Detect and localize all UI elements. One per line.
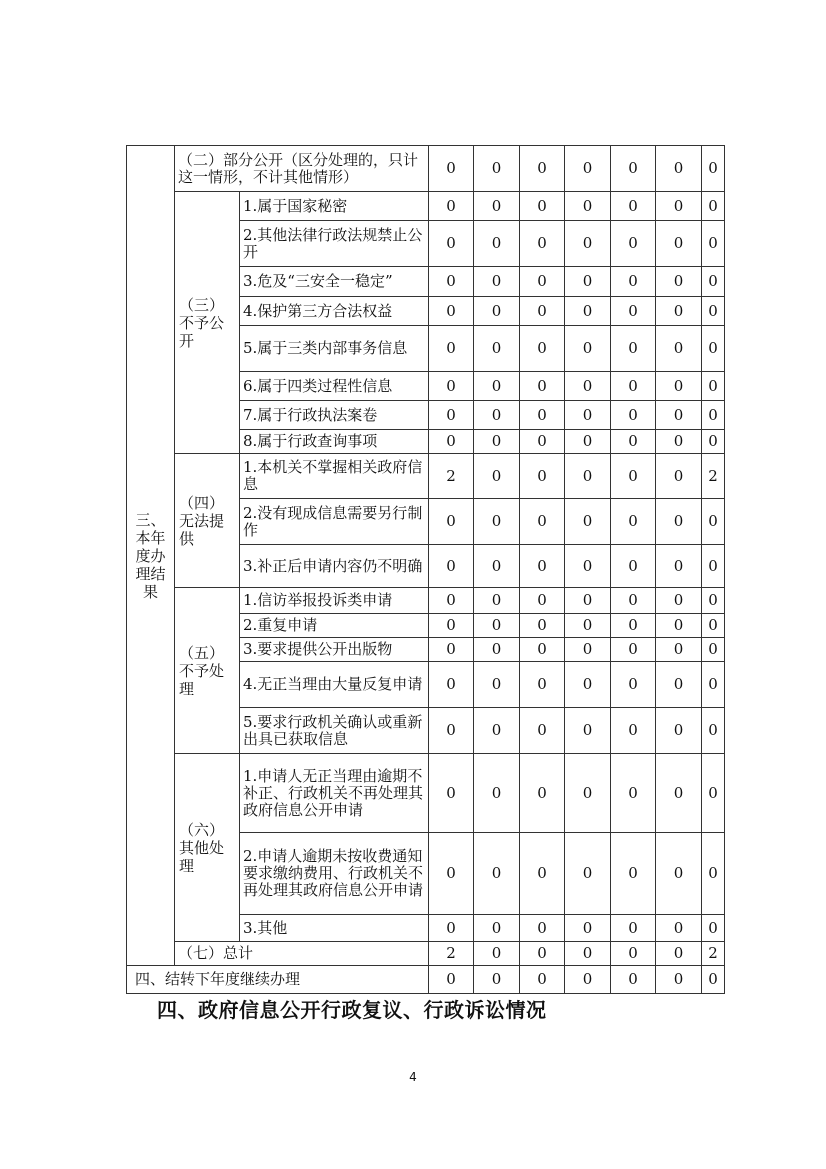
- count-cell: 0: [429, 545, 474, 588]
- count-cell: 0: [565, 708, 611, 754]
- count-cell: 0: [474, 297, 520, 326]
- count-cell: 0: [611, 833, 656, 915]
- count-cell: 0: [565, 372, 611, 401]
- count-cell: 0: [702, 638, 725, 662]
- count-cell: 0: [520, 638, 565, 662]
- count-cell: 0: [474, 372, 520, 401]
- count-cell: 0: [656, 915, 702, 942]
- count-cell: 0: [565, 454, 611, 499]
- count-cell: 0: [656, 614, 702, 638]
- count-cell: 0: [656, 454, 702, 499]
- count-cell: 0: [474, 545, 520, 588]
- section-label: 三、本年度办理结果: [127, 146, 175, 966]
- group-label: （四）无法提供: [175, 454, 240, 588]
- count-cell: 0: [656, 966, 702, 994]
- table-row: [127, 146, 725, 192]
- count-cell: 0: [656, 833, 702, 915]
- count-cell: 0: [565, 614, 611, 638]
- row-label: 2.其他法律行政法规禁止公开: [240, 221, 429, 267]
- count-cell: 0: [565, 966, 611, 994]
- count-cell: 0: [474, 430, 520, 454]
- count-cell: 0: [520, 942, 565, 966]
- count-cell: 0: [429, 614, 474, 638]
- count-cell: 0: [702, 192, 725, 221]
- group-label: （五）不予处理: [175, 588, 240, 754]
- count-cell: 0: [565, 588, 611, 614]
- group-label: （六）其他处理: [175, 754, 240, 942]
- count-cell: 0: [611, 297, 656, 326]
- count-cell: 0: [702, 372, 725, 401]
- count-cell: 2: [702, 454, 725, 499]
- count-cell: 0: [474, 267, 520, 297]
- count-cell: 0: [474, 221, 520, 267]
- count-cell: 0: [702, 833, 725, 915]
- count-cell: 0: [611, 401, 656, 430]
- count-cell: 0: [565, 192, 611, 221]
- count-cell: 0: [611, 430, 656, 454]
- count-cell: 0: [702, 267, 725, 297]
- row-label: （二）部分公开（区分处理的，只计这一情形，不计其他情形）: [175, 146, 429, 192]
- carryover-label: 四、结转下年度继续办理: [127, 966, 429, 994]
- count-cell: 0: [611, 942, 656, 966]
- count-cell: 0: [429, 192, 474, 221]
- count-cell: 0: [656, 267, 702, 297]
- count-cell: 2: [429, 454, 474, 499]
- count-cell: 0: [565, 754, 611, 833]
- count-cell: 0: [474, 326, 520, 372]
- count-cell: 0: [520, 267, 565, 297]
- row-label: 1.本机关不掌握相关政府信息: [240, 454, 429, 499]
- count-cell: 0: [611, 372, 656, 401]
- count-cell: 0: [429, 499, 474, 545]
- count-cell: 0: [611, 499, 656, 545]
- count-cell: 0: [611, 221, 656, 267]
- count-cell: 0: [520, 545, 565, 588]
- count-cell: 0: [429, 754, 474, 833]
- count-cell: 2: [702, 942, 725, 966]
- row-label: 1.信访举报投诉类申请: [240, 588, 429, 614]
- count-cell: 0: [611, 454, 656, 499]
- count-cell: 0: [656, 430, 702, 454]
- row-label: 4.无正当理由大量反复申请: [240, 662, 429, 708]
- count-cell: 0: [474, 614, 520, 638]
- row-label: 2.申请人逾期未按收费通知要求缴纳费用、行政机关不再处理其政府信息公开申请: [240, 833, 429, 915]
- count-cell: 0: [656, 588, 702, 614]
- count-cell: 0: [611, 588, 656, 614]
- count-cell: 0: [429, 430, 474, 454]
- count-cell: 0: [611, 146, 656, 192]
- count-cell: 0: [656, 326, 702, 372]
- table-row: [127, 942, 725, 966]
- count-cell: 0: [429, 915, 474, 942]
- count-cell: 0: [474, 662, 520, 708]
- table-row: [127, 588, 725, 614]
- count-cell: 0: [429, 297, 474, 326]
- count-cell: 0: [656, 297, 702, 326]
- count-cell: 0: [611, 326, 656, 372]
- count-cell: 0: [611, 966, 656, 994]
- count-cell: 0: [474, 146, 520, 192]
- row-label: 2.没有现成信息需要另行制作: [240, 499, 429, 545]
- count-cell: 0: [702, 614, 725, 638]
- count-cell: 0: [565, 545, 611, 588]
- count-cell: 0: [520, 454, 565, 499]
- row-label: 1.属于国家秘密: [240, 192, 429, 221]
- count-cell: 0: [474, 915, 520, 942]
- count-cell: 0: [429, 267, 474, 297]
- count-cell: 0: [565, 662, 611, 708]
- count-cell: 0: [656, 754, 702, 833]
- page-number: 4: [409, 1070, 417, 1084]
- count-cell: 0: [565, 146, 611, 192]
- count-cell: 0: [474, 588, 520, 614]
- count-cell: 0: [656, 545, 702, 588]
- count-cell: 0: [520, 401, 565, 430]
- row-label: 3.补正后申请内容仍不明确: [240, 545, 429, 588]
- count-cell: 0: [702, 326, 725, 372]
- count-cell: 0: [656, 221, 702, 267]
- count-cell: 0: [429, 708, 474, 754]
- count-cell: 0: [656, 372, 702, 401]
- count-cell: 0: [656, 192, 702, 221]
- section-heading: 四、政府信息公开行政复议、行政诉讼情况: [157, 998, 547, 1022]
- count-cell: 0: [520, 588, 565, 614]
- count-cell: 0: [520, 915, 565, 942]
- count-cell: 0: [429, 221, 474, 267]
- count-cell: 0: [702, 662, 725, 708]
- row-label: 3.危及“三安全一稳定”: [240, 267, 429, 297]
- row-label: 3.要求提供公开出版物: [240, 638, 429, 662]
- count-cell: 0: [520, 708, 565, 754]
- total-label: （七）总计: [175, 942, 429, 966]
- count-cell: 0: [565, 430, 611, 454]
- count-cell: 0: [520, 297, 565, 326]
- table-row: [127, 454, 725, 499]
- count-cell: 0: [611, 267, 656, 297]
- count-cell: 0: [565, 326, 611, 372]
- count-cell: 0: [520, 192, 565, 221]
- count-cell: 0: [520, 662, 565, 708]
- count-cell: 0: [474, 708, 520, 754]
- count-cell: 0: [520, 430, 565, 454]
- count-cell: 0: [474, 966, 520, 994]
- count-cell: 0: [656, 708, 702, 754]
- count-cell: 0: [429, 372, 474, 401]
- count-cell: 0: [520, 372, 565, 401]
- count-cell: 0: [702, 297, 725, 326]
- count-cell: 0: [520, 966, 565, 994]
- count-cell: 0: [656, 942, 702, 966]
- count-cell: 0: [520, 833, 565, 915]
- count-cell: 0: [520, 754, 565, 833]
- count-cell: 0: [611, 192, 656, 221]
- count-cell: 0: [565, 499, 611, 545]
- count-cell: 0: [429, 638, 474, 662]
- count-cell: 0: [565, 297, 611, 326]
- table-row: [127, 192, 725, 221]
- group-label: （三）不予公开: [175, 192, 240, 454]
- count-cell: 0: [656, 662, 702, 708]
- count-cell: 0: [611, 915, 656, 942]
- count-cell: 0: [656, 146, 702, 192]
- count-cell: 0: [565, 267, 611, 297]
- count-cell: 0: [429, 588, 474, 614]
- row-label: 5.要求行政机关确认或重新出具已获取信息: [240, 708, 429, 754]
- row-label: 2.重复申请: [240, 614, 429, 638]
- row-label: 6.属于四类过程性信息: [240, 372, 429, 401]
- count-cell: 0: [702, 966, 725, 994]
- count-cell: 0: [656, 401, 702, 430]
- count-cell: 0: [611, 662, 656, 708]
- row-label: 3.其他: [240, 915, 429, 942]
- count-cell: 0: [429, 146, 474, 192]
- count-cell: 0: [429, 326, 474, 372]
- count-cell: 0: [474, 192, 520, 221]
- count-cell: 0: [429, 662, 474, 708]
- row-label: 1.申请人无正当理由逾期不补正、行政机关不再处理其政府信息公开申请: [240, 754, 429, 833]
- count-cell: 0: [429, 833, 474, 915]
- count-cell: 0: [565, 942, 611, 966]
- table-row: [127, 966, 725, 994]
- results-table: [126, 145, 725, 994]
- count-cell: 2: [429, 942, 474, 966]
- count-cell: 0: [474, 942, 520, 966]
- table-row: [127, 754, 725, 833]
- row-label: 8.属于行政查询事项: [240, 430, 429, 454]
- row-label: 4.保护第三方合法权益: [240, 297, 429, 326]
- count-cell: 0: [520, 499, 565, 545]
- count-cell: 0: [702, 915, 725, 942]
- count-cell: 0: [656, 638, 702, 662]
- count-cell: 0: [474, 499, 520, 545]
- count-cell: 0: [565, 915, 611, 942]
- count-cell: 0: [520, 221, 565, 267]
- count-cell: 0: [656, 499, 702, 545]
- count-cell: 0: [702, 146, 725, 192]
- count-cell: 0: [702, 545, 725, 588]
- count-cell: 0: [611, 614, 656, 638]
- count-cell: 0: [702, 221, 725, 267]
- count-cell: 0: [702, 708, 725, 754]
- count-cell: 0: [474, 454, 520, 499]
- count-cell: 0: [702, 754, 725, 833]
- count-cell: 0: [520, 146, 565, 192]
- count-cell: 0: [611, 638, 656, 662]
- count-cell: 0: [474, 754, 520, 833]
- count-cell: 0: [520, 326, 565, 372]
- row-label: 7.属于行政执法案卷: [240, 401, 429, 430]
- count-cell: 0: [611, 708, 656, 754]
- count-cell: 0: [565, 638, 611, 662]
- count-cell: 0: [611, 754, 656, 833]
- row-label: 5.属于三类内部事务信息: [240, 326, 429, 372]
- count-cell: 0: [565, 221, 611, 267]
- count-cell: 0: [611, 545, 656, 588]
- count-cell: 0: [565, 833, 611, 915]
- count-cell: 0: [429, 966, 474, 994]
- count-cell: 0: [702, 499, 725, 545]
- count-cell: 0: [429, 401, 474, 430]
- count-cell: 0: [520, 614, 565, 638]
- count-cell: 0: [702, 401, 725, 430]
- count-cell: 0: [565, 401, 611, 430]
- count-cell: 0: [702, 588, 725, 614]
- count-cell: 0: [474, 401, 520, 430]
- count-cell: 0: [474, 833, 520, 915]
- count-cell: 0: [474, 638, 520, 662]
- count-cell: 0: [702, 430, 725, 454]
